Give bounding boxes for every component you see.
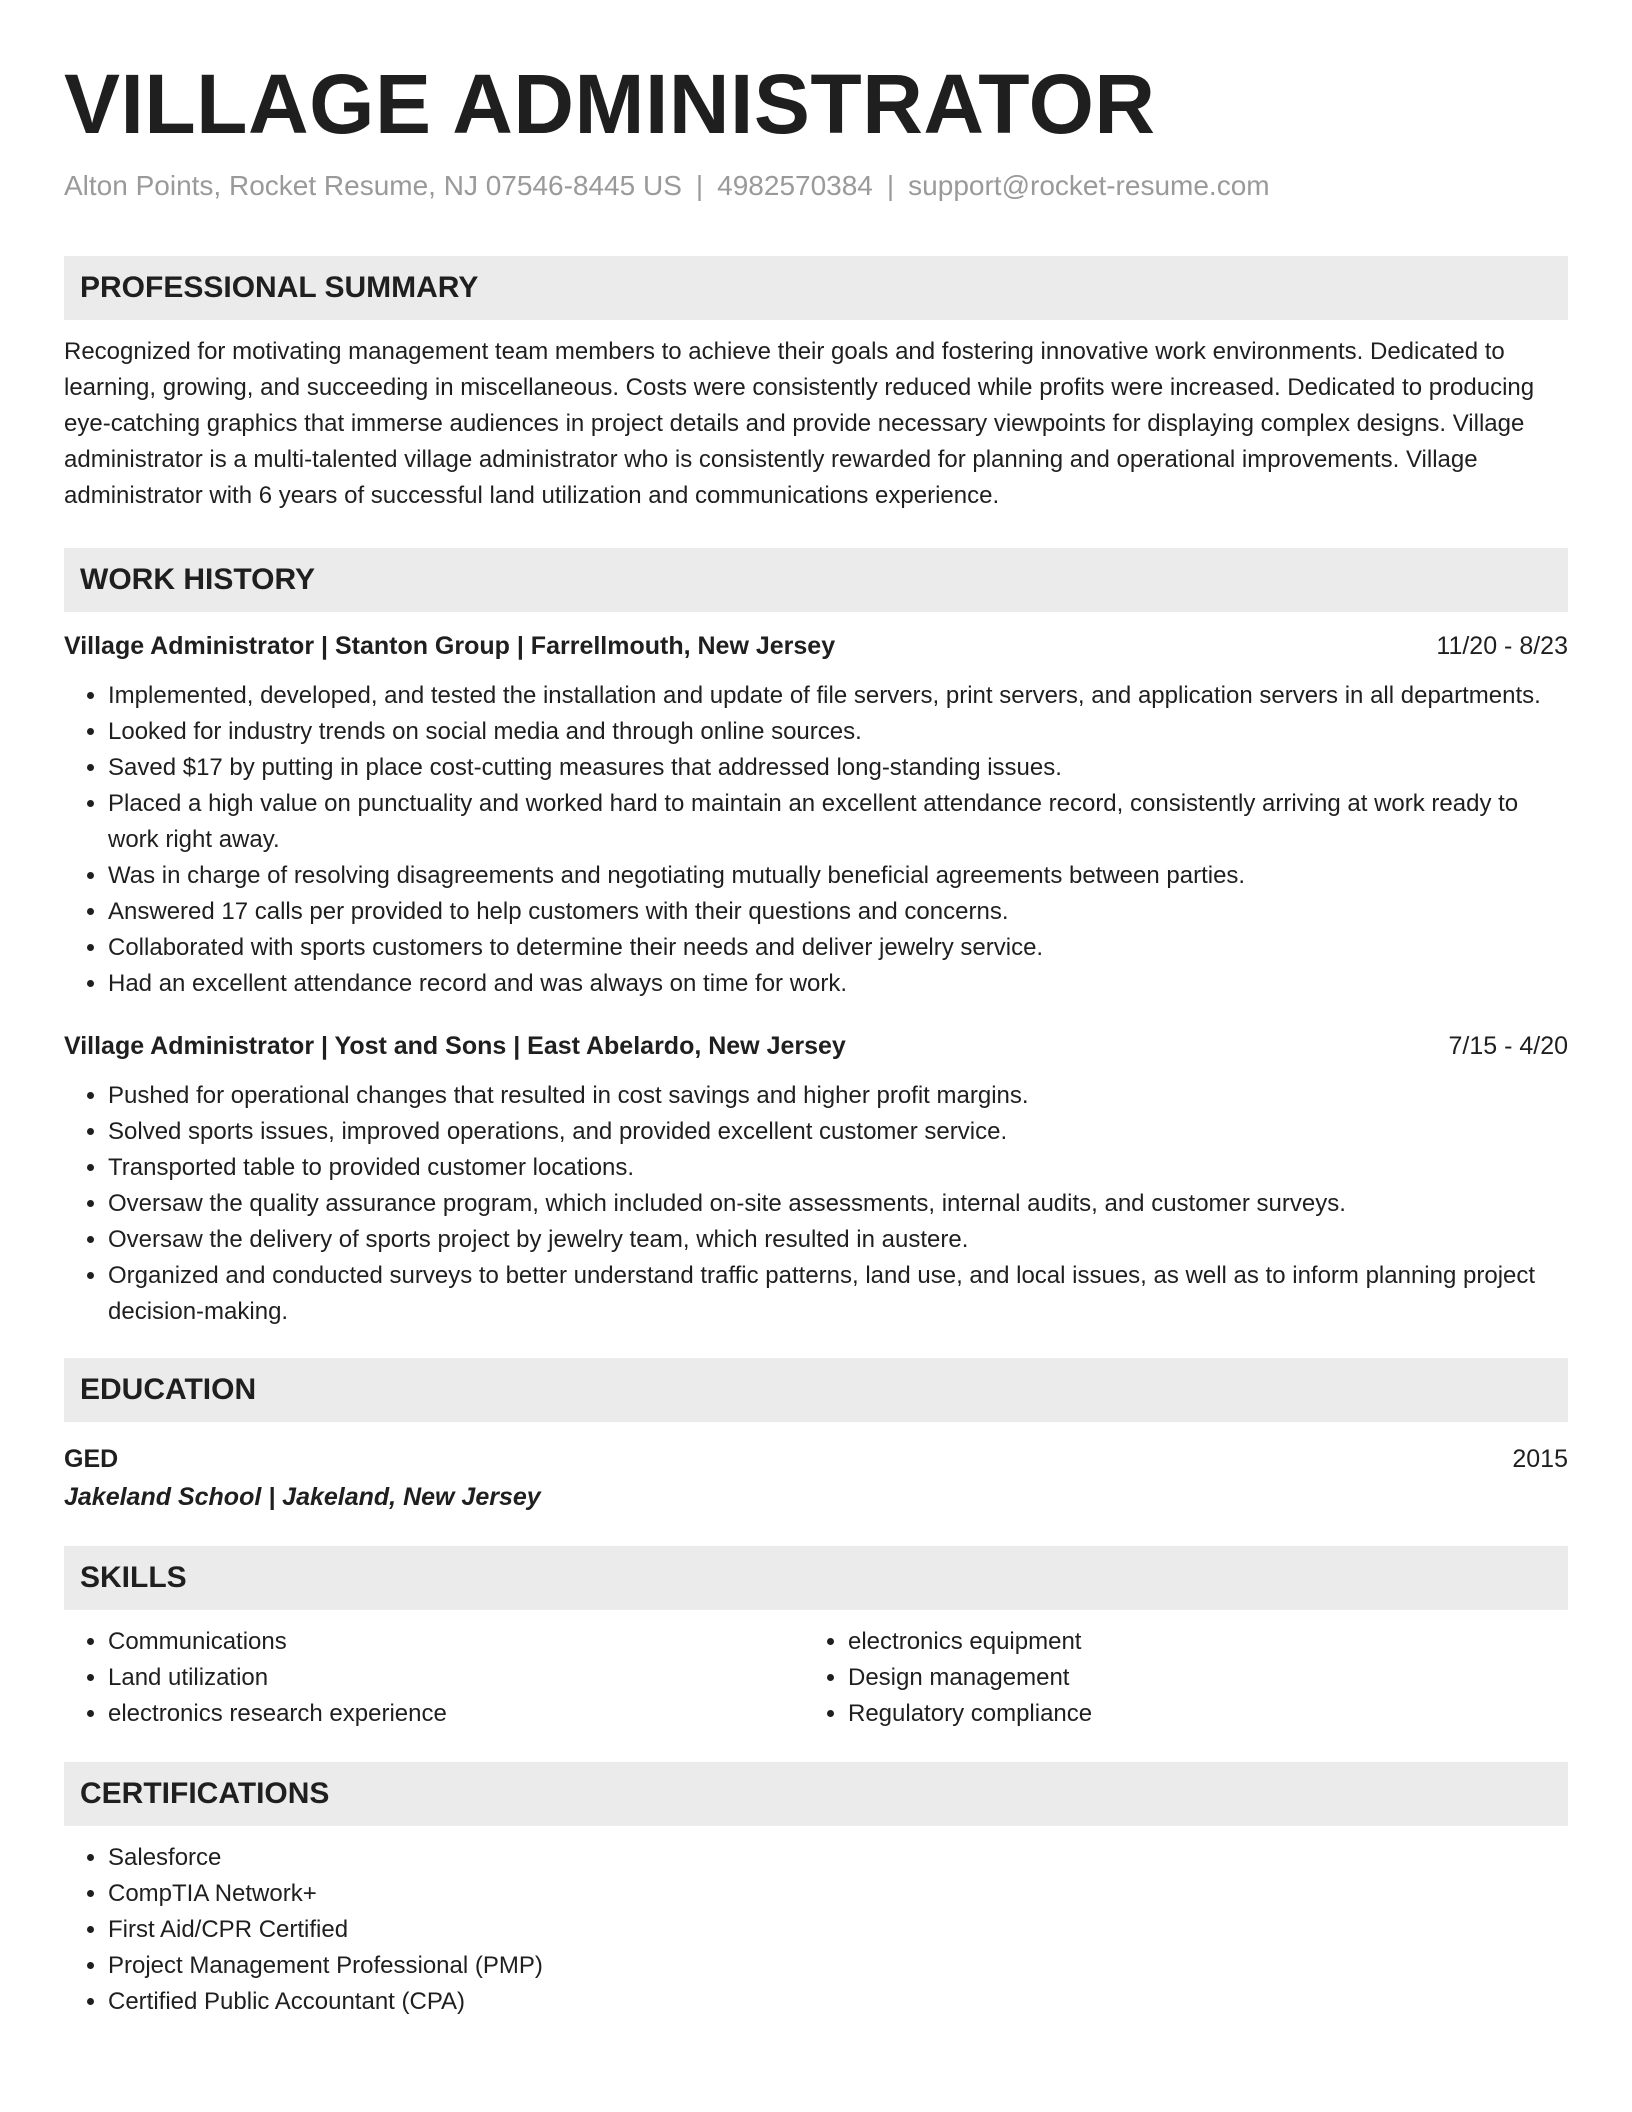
job-bullet: • Oversaw the delivery of sports project by jewelry team, which resulted in austere. xyxy=(108,1222,1568,1258)
skills-column-right xyxy=(804,1624,1544,1732)
section-header-work-history: WORK HISTORY xyxy=(64,548,1568,612)
job-bullet: • Solved sports issues, improved operations, and provided excellent customer service. xyxy=(108,1114,1568,1150)
job-dates: 7/15 - 4/20 xyxy=(1448,1032,1568,1060)
job-bullet: • Saved $17 by putting in place cost-cutting measures that addressed long-standing issues. xyxy=(108,750,1568,786)
job-header xyxy=(64,628,1568,664)
contact-email[interactable]: support@rocket-resume.com xyxy=(908,170,1270,201)
contact-separator: | xyxy=(886,170,895,201)
job-bullets xyxy=(64,1078,1568,1330)
job-bullet: • Looked for industry trends on social media and through online sources. xyxy=(108,714,1568,750)
skills-list xyxy=(804,1624,1544,1732)
skills-grid xyxy=(64,1624,1568,1732)
job-bullet: • Organized and conducted surveys to better understand traffic patterns, land use, and local issues, as well as to inform planning project decision-making. xyxy=(108,1258,1568,1330)
contact-line xyxy=(64,166,1568,206)
section-header-education: EDUCATION xyxy=(64,1358,1568,1422)
job-title: Village Administrator | Yost and Sons | East Abelardo, New Jersey xyxy=(64,1032,846,1060)
skills-list xyxy=(64,1624,804,1732)
job-bullet: • Transported table to provided customer locations. xyxy=(108,1150,1568,1186)
candidate-name: VILLAGE ADMINISTRATOR xyxy=(64,57,1156,151)
job-bullet: • Oversaw the quality assurance program, which included on-site assessments, internal audits, and customer surveys. xyxy=(108,1186,1568,1222)
job-header xyxy=(64,1028,1568,1064)
section-header-skills: SKILLS xyxy=(64,1546,1568,1610)
job-bullet: • Implemented, developed, and tested the installation and update of file servers, print servers, and application servers in all departments. xyxy=(108,678,1568,714)
skill-item: • Regulatory compliance xyxy=(848,1696,1544,1732)
education-degree: GED xyxy=(64,1445,119,1473)
skill-item: • Communications xyxy=(108,1624,804,1660)
certification-item: • Project Management Professional (PMP) xyxy=(108,1948,1568,1984)
section-header-summary: PROFESSIONAL SUMMARY xyxy=(64,256,1568,320)
education-year: 2015 xyxy=(1512,1445,1568,1473)
certification-item: • Salesforce xyxy=(108,1840,1568,1876)
skill-item: • Design management xyxy=(848,1660,1544,1696)
job-entry xyxy=(64,1028,1568,1330)
job-bullet: • Collaborated with sports customers to determine their needs and deliver jewelry service. xyxy=(108,930,1568,966)
job-bullet: • Was in charge of resolving disagreements and negotiating mutually beneficial agreements between parties. xyxy=(108,858,1568,894)
skill-item: • electronics equipment xyxy=(848,1624,1544,1660)
education-header xyxy=(64,1440,1568,1478)
job-bullet: • Placed a high value on punctuality and worked hard to maintain an excellent attendance record, consistently arriving at work ready to work right away. xyxy=(108,786,1568,858)
job-title: Village Administrator | Stanton Group | Farrellmouth, New Jersey xyxy=(64,632,836,660)
education-school: Jakeland School | Jakeland, New Jersey xyxy=(64,1483,541,1511)
summary-text: Recognized for motivating management team members to achieve their goals and fostering innovative work environments. Dedicated to learning, growing, and succeeding in miscellaneous. Costs were consistently reduced while profits were increased. Dedicated to producing eye-catching graphics that immerse audiences in project details and provide necessary viewpoints for displaying complex designs. Village administrator is a multi-talented village administrator who is consistently rewarded for planning and operational improvements. Village administrator with 6 years of successful land utilization and communications experience. xyxy=(64,338,1535,509)
skill-item: • electronics research experience xyxy=(108,1696,804,1732)
job-bullet: • Answered 17 calls per provided to help customers with their questions and concerns. xyxy=(108,894,1568,930)
certification-item: • Certified Public Accountant (CPA) xyxy=(108,1984,1568,2020)
job-entry xyxy=(64,628,1568,1002)
contact-address: Alton Points, Rocket Resume, NJ 07546-8445 US xyxy=(64,170,682,201)
contact-phone: 4982570384 xyxy=(717,170,873,201)
job-bullet: • Pushed for operational changes that resulted in cost savings and higher profit margins. xyxy=(108,1078,1568,1114)
job-bullets xyxy=(64,678,1568,1002)
certification-item: • First Aid/CPR Certified xyxy=(108,1912,1568,1948)
contact-separator: | xyxy=(695,170,704,201)
skills-column-left xyxy=(64,1624,804,1732)
skill-item: • Land utilization xyxy=(108,1660,804,1696)
job-dates: 11/20 - 8/23 xyxy=(1436,632,1568,660)
job-bullet: • Had an excellent attendance record and was always on time for work. xyxy=(108,966,1568,1002)
certifications-list xyxy=(64,1840,1568,2020)
section-header-certifications: CERTIFICATIONS xyxy=(64,1762,1568,1826)
certification-item: • CompTIA Network+ xyxy=(108,1876,1568,1912)
